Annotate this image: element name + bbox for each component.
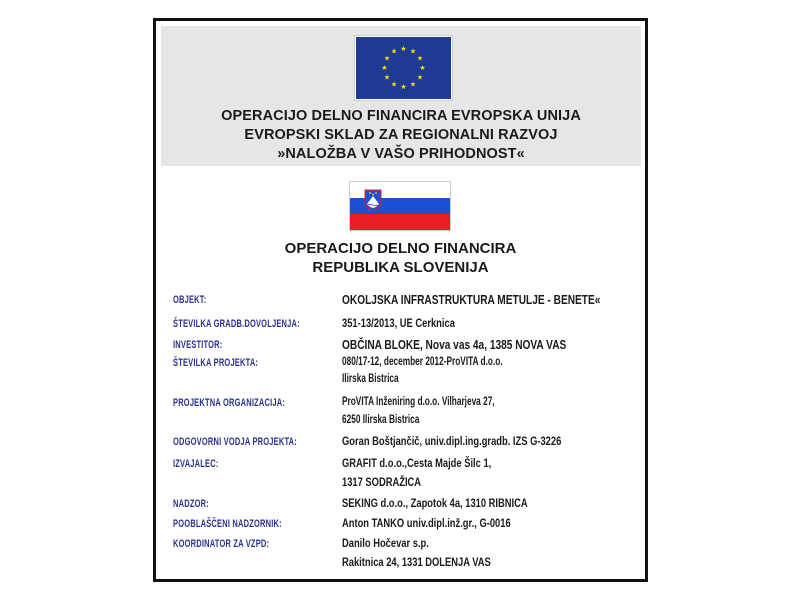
value-stevilka-projekta-line-1: 080/17-12, december 2012-ProVITA d.o.o. bbox=[342, 356, 503, 368]
svg-text:★: ★ bbox=[390, 47, 398, 56]
label-pooblasceni-nadzornik: POOBLAŠČENI NADZORNIK: bbox=[173, 518, 282, 530]
label-projektna-organizacija: PROJEKTNA ORGANIZACIJA: bbox=[173, 397, 286, 409]
value-objekt: OKOLJSKA INFRASTRUKTURA METULJE - BENETE« bbox=[342, 292, 601, 307]
label-odgovorni-vodja: ODGOVORNI VODJA PROJEKTA: bbox=[173, 436, 297, 448]
eu-flag-icon bbox=[355, 36, 452, 100]
value-projektna-organizacija-line-1: ProVITA Inženiring d.o.o. Vilharjeva 27, bbox=[342, 396, 495, 408]
svg-text:★: ★ bbox=[409, 80, 417, 89]
label-izvajalec: IZVAJALEC: bbox=[173, 458, 219, 470]
label-investitor: INVESTITOR: bbox=[173, 339, 223, 351]
slovenia-flag-icon bbox=[349, 181, 451, 231]
svg-text:★: ★ bbox=[416, 54, 424, 63]
slovenia-coat-of-arms-icon bbox=[364, 189, 382, 211]
label-stevilka-projekta: ŠTEVILKA PROJEKTA: bbox=[173, 357, 259, 369]
svg-text:★: ★ bbox=[400, 83, 407, 91]
label-gradbeno-dovoljenje: ŠTEVILKA GRADB.DOVOLJENJA: bbox=[173, 318, 300, 330]
svg-text:★: ★ bbox=[400, 45, 407, 53]
svg-text:★: ★ bbox=[416, 73, 424, 82]
label-koordinator-vzpd: KOORDINATOR ZA VZPD: bbox=[173, 538, 270, 550]
svg-text:★: ★ bbox=[409, 47, 417, 56]
eu-slogan: »NALOŽBA V VAŠO PRIHODNOST« bbox=[277, 146, 525, 162]
eu-fund-name: EVROPSKI SKLAD ZA REGIONALNI RAZVOJ bbox=[244, 127, 558, 143]
value-pooblasceni-nadzornik: Anton TANKO univ.dipl.inž.gr., G-0016 bbox=[342, 516, 511, 530]
svg-text:★: ★ bbox=[383, 54, 391, 63]
value-izvajalec-line-1: GRAFIT d.o.o.,Cesta Majde Šilc 1, bbox=[342, 456, 492, 470]
svg-text:★: ★ bbox=[383, 73, 391, 82]
svg-text:★: ★ bbox=[381, 64, 388, 72]
value-projektna-organizacija-line-2: 6250 Ilirska Bistrica bbox=[342, 414, 420, 426]
value-gradbeno-dovoljenje: 351-13/2013, UE Cerknica bbox=[342, 316, 455, 330]
eu-funding-panel bbox=[161, 26, 641, 166]
value-odgovorni-vodja: Goran Boštjančič, univ.dipl.ing.gradb. IZS G-3226 bbox=[342, 434, 562, 448]
svg-text:★: ★ bbox=[419, 64, 426, 72]
value-nadzor: SEKING d.o.o., Zapotok 4a, 1310 RIBNICA bbox=[342, 496, 528, 510]
eu-funding-line-1: OPERACIJO DELNO FINANCIRA EVROPSKA UNIJA bbox=[221, 108, 581, 124]
slovenia-funding-line-2: REPUBLIKA SLOVENIJA bbox=[312, 259, 489, 276]
value-koordinator-vzpd-line-2: Rakitnica 24, 1331 DOLENJA VAS bbox=[342, 555, 491, 569]
label-nadzor: NADZOR: bbox=[173, 498, 209, 510]
svg-text:★: ★ bbox=[390, 80, 398, 89]
project-information-board bbox=[153, 18, 648, 582]
value-izvajalec-line-2: 1317 SODRAŽICA bbox=[342, 475, 422, 489]
value-investitor: OBČINA BLOKE, Nova vas 4a, 1385 NOVA VAS bbox=[342, 337, 567, 352]
value-koordinator-vzpd-line-1: Danilo Hočevar s.p. bbox=[342, 536, 429, 550]
slovenia-funding-line-1: OPERACIJO DELNO FINANCIRA bbox=[284, 240, 517, 257]
label-objekt: OBJEKT: bbox=[173, 294, 207, 306]
value-stevilka-projekta-line-2: Ilirska Bistrica bbox=[342, 373, 399, 385]
